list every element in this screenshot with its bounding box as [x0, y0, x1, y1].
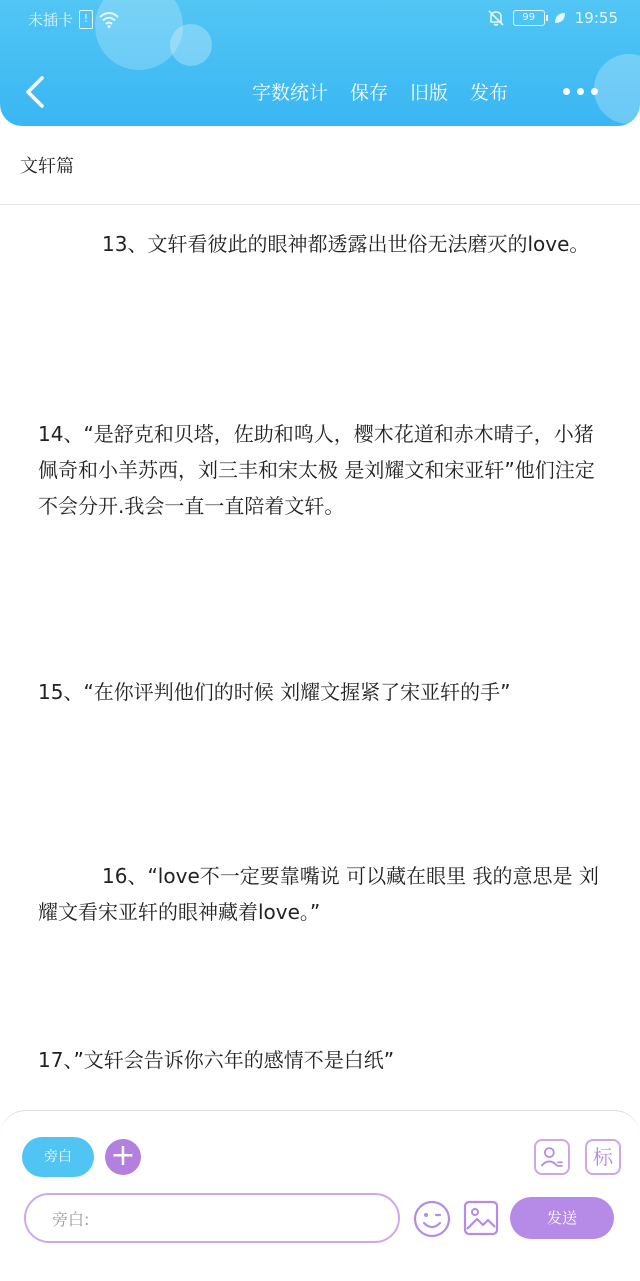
person-card-icon[interactable] [534, 1139, 570, 1175]
app-header [0, 0, 640, 126]
dot [563, 88, 570, 95]
clock-text: 19:55 [574, 9, 618, 27]
leaf-icon [553, 11, 567, 25]
status-bar [0, 0, 640, 40]
word-count-button[interactable]: 字数统计 [252, 82, 329, 104]
tag-button[interactable]: 标 [585, 1139, 621, 1175]
paragraph[interactable]: 15、“在你评判他们的时候 刘耀文握紧了宋亚轩的手” [38, 680, 511, 704]
paragraph[interactable]: 13、文轩看彼此的眼神都透露出世俗无法磨灭的love。 [102, 232, 590, 256]
add-button[interactable]: + [105, 1139, 141, 1175]
image-icon[interactable] [462, 1199, 500, 1237]
bell-off-icon [487, 9, 505, 27]
publish-button[interactable]: 发布 [470, 82, 509, 104]
carrier-text: 未插卡 [28, 11, 74, 29]
aside-mode-button[interactable]: 旁白 [22, 1137, 94, 1177]
document-title-bar [0, 126, 640, 205]
dot [591, 88, 598, 95]
dot [577, 88, 584, 95]
aside-input[interactable] [50, 1203, 374, 1235]
composer-panel [0, 1110, 640, 1281]
decor-bubble [594, 54, 640, 124]
paragraph[interactable]: 17、”文轩会告诉你六年的感情不是白纸” [38, 1048, 395, 1072]
paragraph[interactable]: 16、“love不一定要靠嘴说 可以藏在眼里 我的意思是 刘耀文看宋亚轩的眼神藏着love。” [38, 864, 599, 924]
wifi-icon [99, 12, 119, 28]
paragraph[interactable]: 14、“是舒克和贝塔，佐助和鸣人，樱木花道和赤木晴子，小猪佩奇和小羊苏西，刘三丰和宋太极 是刘耀文和宋亚轩”他们注定不会分开.我会一直一直陪着文轩。 [38, 422, 595, 518]
aside-input-field[interactable] [24, 1193, 400, 1243]
back-chevron-icon[interactable] [22, 74, 48, 110]
document-title[interactable]: 文轩篇 [20, 156, 74, 177]
send-button[interactable]: 发送 [510, 1197, 614, 1239]
battery-indicator: 99 [513, 10, 545, 26]
save-button[interactable]: 保存 [350, 82, 389, 104]
sim-warning-icon: ! [79, 10, 93, 29]
toolbar [252, 78, 508, 105]
old-version-button[interactable]: 旧版 [410, 82, 449, 104]
smiley-icon[interactable] [412, 1199, 452, 1239]
more-dots-icon[interactable] [563, 88, 598, 95]
